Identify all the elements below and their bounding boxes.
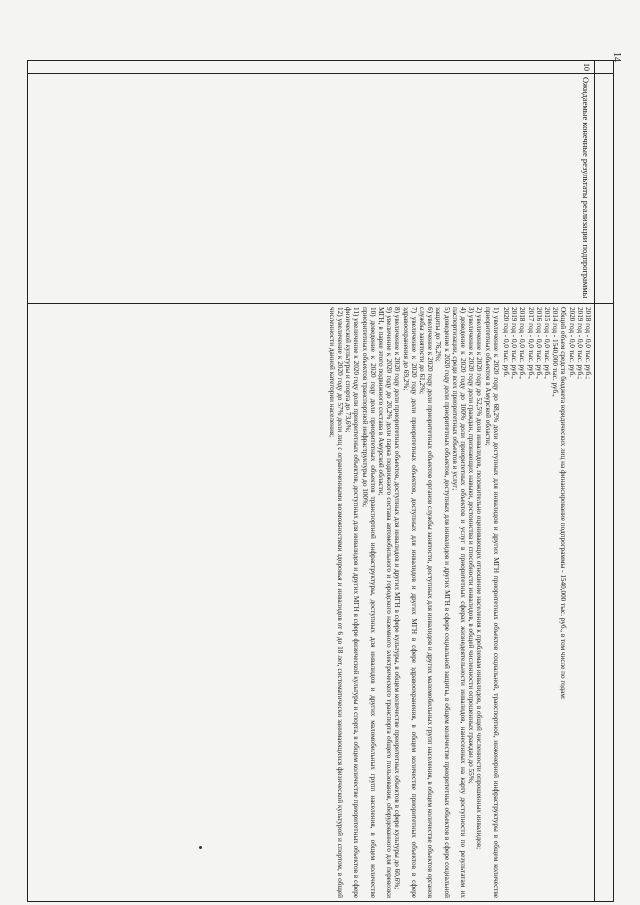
funding-line: 2020 год - 0,0 тыс. руб. bbox=[501, 307, 510, 377]
funding-list bbox=[502, 307, 592, 898]
funding-line: 2017 год - 0,0 тыс. руб., bbox=[526, 307, 535, 379]
scan-dot bbox=[199, 846, 202, 849]
funding-line: 2016 год - 0,0 тыс. руб., bbox=[534, 307, 543, 379]
result-item: 9) увеличение к 2020 году до 20,2% доли парка подвижного состава автомобильного и городского наземного электрического транспорта общего пользования, оборудованного для перевозки МГН, в парке этого подвижного состава в Амурской области; bbox=[376, 307, 394, 898]
document-table bbox=[27, 60, 614, 902]
row-content-cell bbox=[28, 304, 594, 901]
result-item: 12) увеличение к 2020 году до 57% доли лиц с ограниченными возможностями здоровья и инвалидов от 6 до 18 лет, систематически занимающихся физической культурой и спортом, в общей численности данной категории населения; bbox=[327, 307, 344, 898]
page-number: 14 bbox=[611, 52, 622, 62]
result-item: 8) увеличение к 2020 году доли приоритетных объектов, доступных для инвалидов и других МГН в сфере культуры, в общем количестве приоритетных объектов в сфере культуры до 60,6%; bbox=[393, 307, 402, 890]
result-item: 1) увеличение к 2020 году до 68,2% доли доступных для инвалидов и других МГН приоритетных объектов социальной, транспортной, инженерной инфраструктуры в общем количестве приоритетных объектов в Амурской области; bbox=[483, 307, 500, 898]
funding-line: 2020 год - 0,0 тыс. руб. bbox=[567, 307, 576, 377]
funding-line: Общий объем средств бюджета юридических лиц на финансирование подпрограммы - 1540,000 тыс. руб., в том числе по годам: bbox=[559, 307, 568, 700]
results-list bbox=[328, 307, 500, 898]
result-item: 10) доведение к 2020 году доли приоритетных объектов транспортной инфраструктуры, доступных для инвалидов и других маломобильных групп населения, в общем количестве приоритетных объектов транспортной инфраструктуры до 100%; bbox=[360, 307, 377, 898]
result-item: 6) увеличение к 2020 году доли приоритетных объектов органов службы занятости, доступных для инвалидов и других маломобильных групп населения, в общем количестве объектов органов службы занятости до 61,2%; bbox=[417, 307, 435, 898]
row-title-cell: Ожидаемые конечные результаты реализации подпрограммы bbox=[581, 77, 591, 299]
result-item: 5) доведение к 2020 году доли приоритетных объектов, доступных для инвалидов и других МГН в сфере социальной защиты, в общем количестве приоритетных объектов в сфере социальной защиты до 76,2%; bbox=[434, 307, 451, 898]
funding-line: 2015 год - 0,0 тыс. руб., bbox=[542, 307, 551, 379]
funding-line: 2019 год - 0,0 тыс. руб., bbox=[510, 307, 519, 379]
result-item: 2) увеличение к 2020 году до 52,5% доли инвалидов, положительно оценивающих отношение населения к проблемам инвалидов, в общей численности опрошенных инвалидов; bbox=[475, 307, 484, 850]
result-item: 3) увеличение к 2020 году доли граждан, признающих навыки, достоинства и способности инвалидов, в общей численности опрошенных граждан до 55%; bbox=[467, 307, 476, 784]
result-item: 7) увеличение к 2020 году доли приоритетных объектов, доступных для инвалидов и других МГН в сфере здравоохранения, в общем количестве приоритетных объектов в сфере здравоохранения до 69,2%; bbox=[401, 307, 418, 898]
funding-line: 2018 год - 0,0 тыс. руб.; bbox=[584, 307, 592, 379]
funding-line: 2019 год - 0,0 тыс. руб.; bbox=[575, 307, 584, 379]
result-item: 11) увеличение к 2020 году доли приоритетных объектов, доступных для инвалидов и других МГН в сфере физической культуры и спорта, в общем количестве приоритетных объектов в сфере физической культуры и спорта до 73,6%; bbox=[344, 307, 361, 898]
funding-line: 2014 год - 1540,000 тыс. руб., bbox=[551, 307, 560, 397]
result-item: 4) доведение к 2020 году до 100% доли приоритетных объектов и услуг в приоритетных сферах жизнедеятельности инвалидов, нанесенных на карту доступности по результатам их паспортизации, среди всех приоритетных объектов и услуг; bbox=[450, 307, 467, 898]
funding-line: 2018 год - 0,0 тыс. руб., bbox=[518, 307, 527, 379]
row-number-cell: 10 bbox=[582, 63, 591, 71]
table-top-row bbox=[594, 61, 613, 901]
